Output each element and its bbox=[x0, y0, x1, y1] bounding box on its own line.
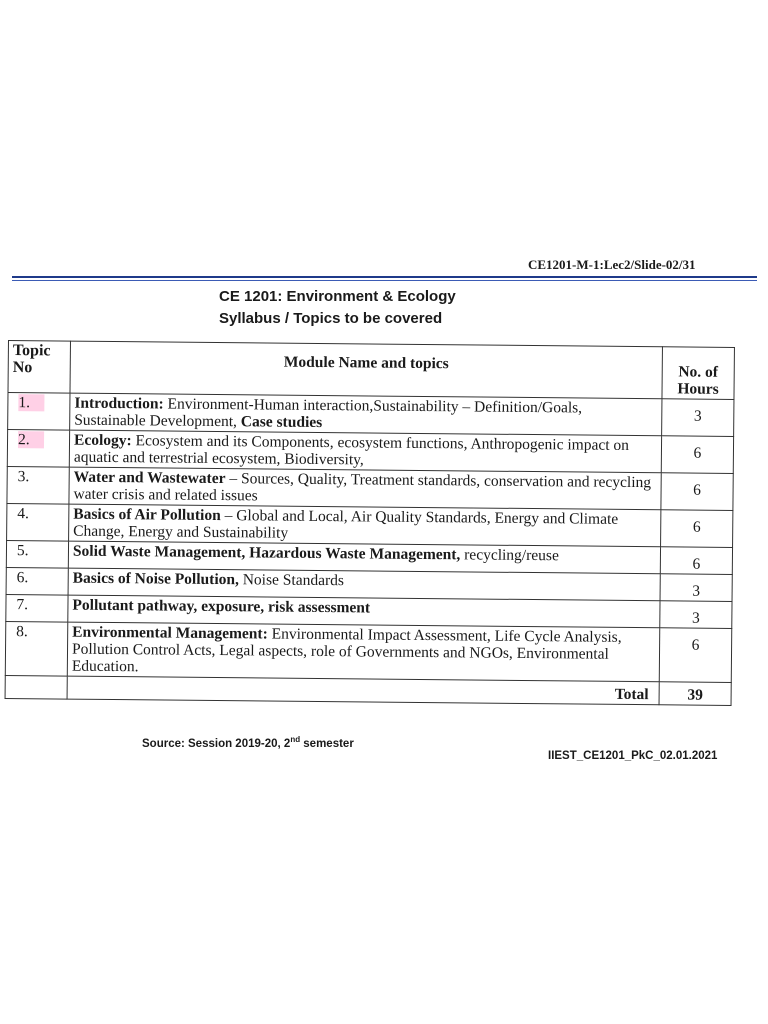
topic-hours: 6 bbox=[660, 547, 732, 575]
document-id: IIEST_CE1201_PkC_02.01.2021 bbox=[548, 750, 718, 762]
source-prefix: Source: Session 2019-20, 2 bbox=[142, 737, 291, 750]
total-value: 39 bbox=[659, 682, 731, 706]
source-sup: nd bbox=[290, 735, 301, 744]
topic-number bbox=[7, 503, 69, 541]
topic-number bbox=[5, 621, 68, 676]
topic-number-text: 3. bbox=[17, 468, 30, 486]
topic-hours: 3 bbox=[660, 574, 732, 602]
topic-number-text: 5. bbox=[16, 542, 29, 560]
module-topics bbox=[69, 504, 661, 547]
topic-number bbox=[6, 594, 68, 622]
header-rule-thin bbox=[12, 280, 757, 281]
module-description: Noise Standards bbox=[238, 571, 345, 590]
topic-number-text: 8. bbox=[16, 623, 28, 641]
syllabus-table-wrapper bbox=[5, 340, 734, 706]
slide-reference: CE1201-M-1:Lec2/Slide-02/31 bbox=[528, 257, 696, 272]
module-description: – Global and Local, Air Quality Standards, Energy and Climate Change, Energy and Sustainability bbox=[73, 507, 619, 542]
page-title bbox=[219, 286, 456, 330]
total-empty-cell bbox=[5, 675, 67, 699]
total-label: Total bbox=[67, 676, 659, 705]
module-description: Environmental Impact Assessment, Life Cycle Analysis, Pollution Control Acts, Legal aspects, role of Governments and NGOs, Environmental Education. bbox=[71, 625, 622, 676]
topic-number bbox=[7, 466, 69, 504]
topic-number-text: 4. bbox=[17, 505, 30, 523]
module-description: Environment-Human interaction,Sustainability – Definition/Goals, Sustainable Development, bbox=[74, 395, 583, 431]
module-title: Pollutant pathway, exposure, risk assessment bbox=[72, 596, 371, 617]
module-description: – Sources, Quality, Treatment standards, conservation and recycling water crisis and related issues bbox=[73, 470, 652, 505]
header-hours: No. of Hours bbox=[662, 347, 734, 400]
module-topics bbox=[69, 430, 661, 473]
module-title: Introduction: bbox=[74, 394, 164, 413]
topic-number-text: 6. bbox=[16, 569, 29, 587]
topic-number-text: 2. bbox=[18, 431, 44, 448]
topic-hours: 6 bbox=[659, 628, 732, 683]
module-title: Environmental Management: bbox=[72, 623, 268, 643]
topic-hours: 3 bbox=[662, 399, 734, 437]
module-topics bbox=[67, 622, 659, 682]
table-row bbox=[5, 621, 731, 682]
topic-number bbox=[7, 430, 69, 468]
topic-number bbox=[6, 540, 68, 568]
topic-number-text: 1. bbox=[18, 394, 44, 411]
module-title: Ecology: bbox=[73, 431, 132, 450]
module-topics bbox=[70, 393, 662, 436]
header-module: Module Name and topics bbox=[70, 341, 662, 399]
topic-hours: 6 bbox=[661, 436, 733, 474]
header-topic-no: Topic No bbox=[8, 341, 70, 394]
topic-hours: 6 bbox=[661, 510, 733, 548]
module-title: Water and Wastewater bbox=[73, 468, 226, 488]
module-topics bbox=[69, 467, 661, 510]
source-note bbox=[142, 735, 354, 750]
syllabus-table bbox=[5, 340, 735, 706]
module-title: Solid Waste Management, Hazardous Waste Management, bbox=[72, 542, 461, 564]
topic-number bbox=[8, 393, 70, 431]
topic-number-text: 7. bbox=[16, 596, 29, 614]
syllabus-subtitle: Syllabus / Topics to be covered bbox=[219, 310, 443, 327]
header-rule bbox=[12, 276, 757, 278]
topic-hours: 3 bbox=[660, 601, 732, 629]
topic-hours: 6 bbox=[661, 473, 733, 511]
module-title: Basics of Air Pollution bbox=[73, 505, 221, 525]
module-description: Ecosystem and its Components, ecosystem functions, Anthropogenic impact on aquatic and terrestrial ecosystem, Biodiversity, bbox=[73, 432, 630, 469]
topic-number bbox=[6, 567, 68, 595]
module-title: Basics of Noise Pollution, bbox=[72, 569, 239, 589]
module-description: recycling/reuse bbox=[460, 546, 559, 565]
course-title: CE 1201: Environment & Ecology bbox=[219, 288, 456, 305]
source-suffix: semester bbox=[300, 737, 354, 750]
module-extra-bold: Case studies bbox=[240, 413, 323, 432]
table-header-row bbox=[8, 341, 734, 400]
